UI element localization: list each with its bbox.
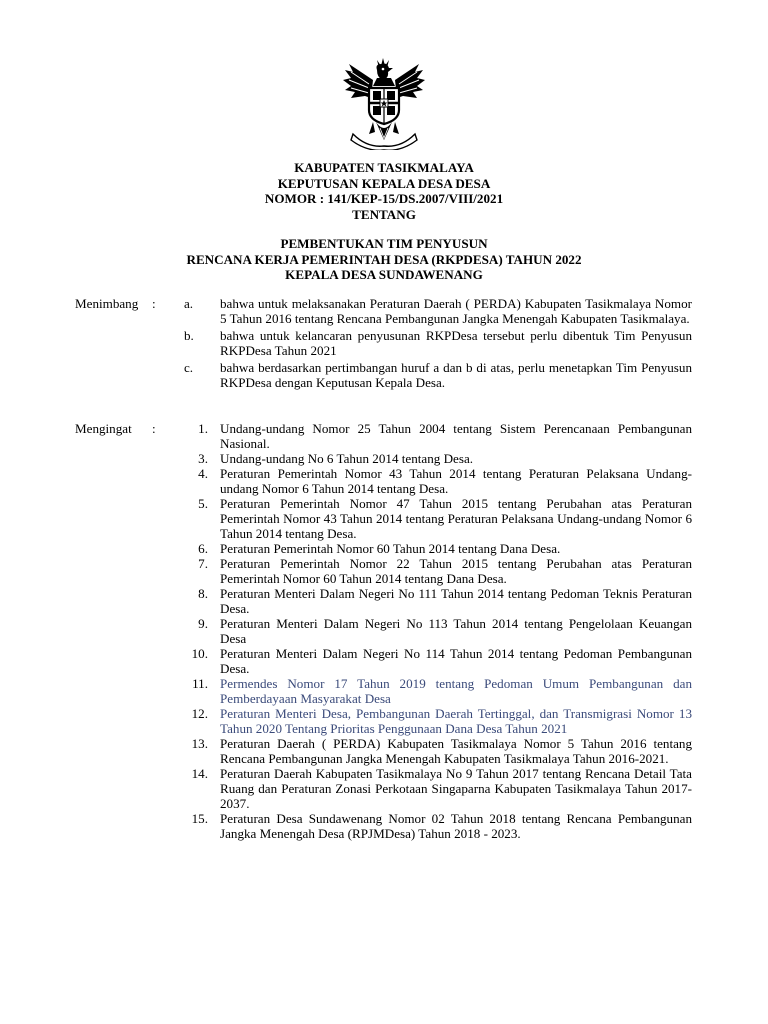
item-marker: 7. (198, 556, 208, 571)
item-text: Peraturan Pemerintah Nomor 60 Tahun 2014 tentang Dana Desa. (220, 541, 561, 556)
item-marker: 10. (191, 646, 208, 661)
item-marker: 9. (198, 616, 208, 631)
item-text: Peraturan Daerah Kabupaten Tasikmalaya No 9 Tahun 2017 tentang Rencana Detail Tata Ruang dan Peraturan Zonasi Perkotaan Singaparna Kabupaten Tasikmalaya Tahun 2017-2037. (220, 766, 692, 811)
list-item (0, 496, 768, 541)
item-marker: 15. (191, 811, 208, 826)
list-item (0, 556, 768, 586)
section-label: Mengingat (75, 421, 132, 436)
item-text: Peraturan Menteri Dalam Negeri No 111 Tahun 2014 tentang Pedoman Teknis Peraturan Desa. (220, 586, 692, 616)
item-marker: 12. (191, 706, 208, 721)
item-marker: a. (184, 296, 194, 311)
item-text: Peraturan Menteri Dalam Negeri No 114 Tahun 2014 tentang Pedoman Pembangunan Desa. (220, 646, 692, 676)
document-title (0, 236, 768, 283)
title-line-1: PEMBENTUKAN TIM PENYUSUN (280, 236, 488, 251)
title-line-3: KEPALA DESA SUNDAWENANG (285, 267, 483, 282)
item-marker: 4. (198, 466, 208, 481)
item-marker: 1. (198, 421, 208, 436)
item-marker: 8. (198, 586, 208, 601)
item-marker: 13. (191, 736, 208, 751)
numbered-list (0, 421, 768, 841)
item-marker: 5. (198, 496, 208, 511)
item-text: Permendes Nomor 17 Tahun 2019 tentang Pedoman Umum Pembangunan dan Pemberdayaan Masyarakat Desa (220, 676, 692, 706)
item-marker: c. (184, 360, 194, 375)
item-text: Peraturan Daerah ( PERDA) Kabupaten Tasikmalaya Nomor 5 Tahun 2016 tentang Rencana Pembangunan Jangka Menengah Kabupaten Tasikmalaya Tahun 2016-2021. (220, 736, 692, 766)
item-marker: b. (184, 328, 194, 343)
list-item (0, 676, 768, 706)
list-item (0, 811, 768, 841)
title-line-2: RENCANA KERJA PEMERINTAH DESA (RKPDESA) TAHUN 2022 (186, 251, 582, 267)
item-text: Undang-undang No 6 Tahun 2014 tentang Desa. (220, 451, 474, 466)
list-item (0, 421, 768, 451)
item-marker: 6. (198, 541, 208, 556)
item-marker: 14. (191, 766, 208, 781)
list-item (0, 616, 768, 646)
list-item (0, 451, 768, 466)
header-decree-number: NOMOR : 141/KEP-15/DS.2007/VIII/2021 (264, 191, 504, 206)
list-item (0, 586, 768, 616)
item-marker: 3. (198, 451, 208, 466)
section-colon: : (152, 296, 156, 311)
item-text: Peraturan Desa Sundawenang Nomor 02 Tahun 2018 tentang Rencana Pembangunan Jangka Menengah Desa (RPJMDesa) Tahun 2018 - 2023. (220, 811, 692, 841)
list-item (0, 360, 768, 390)
document-header (0, 160, 768, 222)
item-text: bahwa untuk melaksanakan Peraturan Daerah ( PERDA) Kabupaten Tasikmalaya Nomor 5 Tahun 2016 tentang Rencana Pembangunan Jangka Menengah Kabupaten Tasikmalaya. (220, 296, 692, 326)
list-item (0, 736, 768, 766)
item-text: Peraturan Menteri Dalam Negeri No 113 Tahun 2014 tentang Pengelolaan Keuangan Desa (220, 616, 692, 646)
section-colon: : (152, 421, 156, 436)
item-text: Peraturan Pemerintah Nomor 22 Tahun 2015 tentang Perubahan atas Peraturan Pemerintah Nomor 60 Tahun 2014 tentang Dana Desa. (220, 556, 692, 586)
item-text: Peraturan Pemerintah Nomor 47 Tahun 2015 tentang Perubahan atas Peraturan Pemerintah Nomor 43 Tahun 2014 tentang Peraturan Pelaksana Undang-undang Nomor 6 Tahun 2014 tentang Desa. (220, 496, 692, 541)
header-about: TENTANG (352, 206, 416, 222)
item-marker: 11. (192, 676, 208, 691)
list-item (0, 766, 768, 811)
item-text: Peraturan Menteri Desa, Pembangunan Daerah Tertinggal, dan Transmigrasi Nomor 13 Tahun 2020 Tentang Prioritas Penggunaan Dana Desa Tahun 2021 (220, 706, 692, 736)
list-item (0, 541, 768, 556)
item-text: Undang-undang Nomor 25 Tahun 2004 tentang Sistem Perencanaan Pembangunan Nasional. (220, 421, 692, 451)
header-regency: KABUPATEN TASIKMALAYA (294, 160, 474, 175)
list-item (0, 328, 768, 358)
section-label: Menimbang (75, 296, 139, 311)
remembering-section (0, 421, 768, 841)
list-item (0, 706, 768, 736)
item-text: bahwa berdasarkan pertimbangan huruf a dan b di atas, perlu menetapkan Tim Penyusun RKPDesa dengan Keputusan Kepala Desa. (220, 360, 692, 390)
list-item (0, 646, 768, 676)
list-item (0, 296, 768, 326)
header-decree-type: KEPUTUSAN KEPALA DESA DESA (277, 175, 491, 191)
item-text: bahwa untuk kelancaran penyusunan RKPDesa tersebut perlu dibentuk Tim Penyusun RKPDesa Tahun 2021 (220, 328, 692, 358)
considering-section (0, 296, 768, 390)
list-item (0, 466, 768, 496)
garuda-pancasila-emblem (343, 58, 425, 150)
item-text: Peraturan Pemerintah Nomor 43 Tahun 2014 tentang Peraturan Pelaksana Undang-undang Nomor 6 Tahun 2014 tentang Desa. (220, 466, 692, 496)
